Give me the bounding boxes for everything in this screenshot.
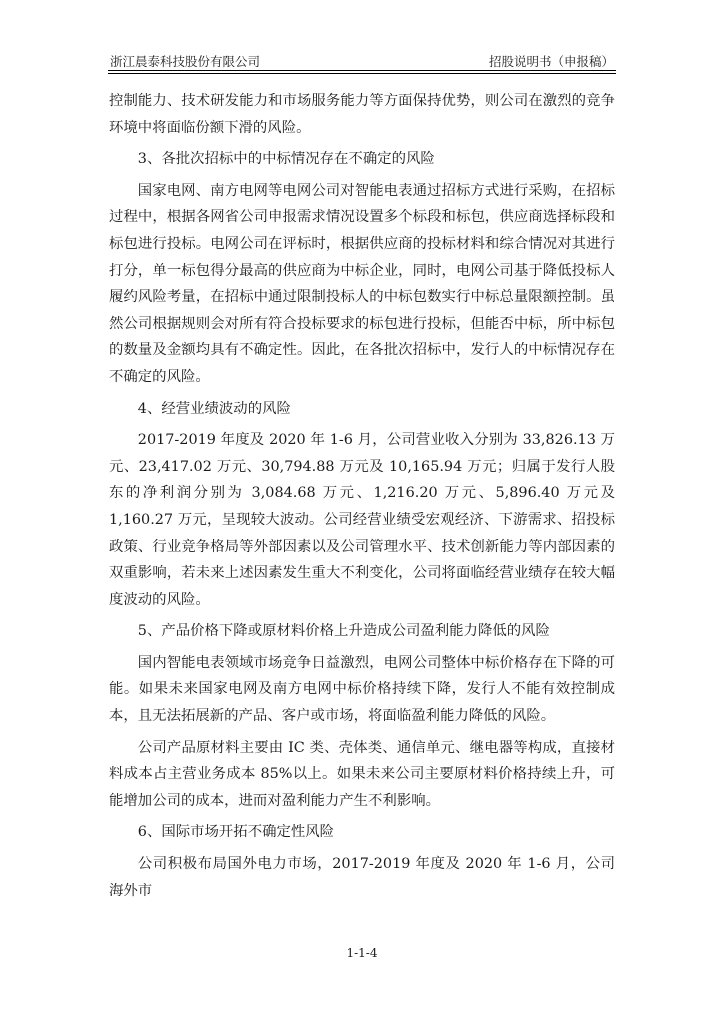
header-company-name: 浙江晨泰科技股份有限公司: [110, 54, 261, 69]
section-heading-6: 6、国际市场开拓不确定性风险: [137, 824, 335, 841]
header-document-title: 招股说明书（申报稿）: [488, 54, 614, 69]
section-heading-4: 4、经营业绩波动的风险: [137, 400, 291, 417]
page-number: 1-1-4: [346, 946, 378, 960]
paragraph-material-cost: 公司产品原材料主要由 IC 类、壳体类、通信单元、继电器等构成，直接材料成本占主营业务成本 85%以上。如果未来公司主要原材料价格持续上升，可能增加公司的成本，进而对盈利能力产生不利影响。: [109, 739, 615, 809]
document-body: [109, 88, 615, 909]
paragraph-international-market: 公司积极布局国外电力市场，2017-2019 年度及 2020 年 1-6 月，公司海外市: [109, 856, 615, 899]
paragraph-performance-risk: 2017-2019 年度及 2020 年 1-6 月，公司营业收入分别为 33,826.13 万元、23,417.02 万元、30,794.88 万元及 10,165.94 万元；归属于发行人股东的净利润分别为 3,084.68 万元、1,216.20 万元、5,896.40 万元及 1,160.27 万元，呈现较大波动。公司经营业绩受宏观经济、下游需求、招投标政策、行业竞争格局等外部因素以及公司管理水平、技术创新能力等内部因素的双重影响，若未来上述因素发生重大不利变化，公司将面临经营业绩存在较大幅度波动的风险。: [109, 432, 615, 608]
section-heading-5: 5、产品价格下降或原材料价格上升造成公司盈利能力降低的风险: [137, 623, 550, 640]
paragraph-continued: 控制能力、技术研发能力和市场服务能力等方面保持优势，则公司在激烈的竞争环境中将面临份额下滑的风险。: [109, 93, 615, 136]
header-divider: [108, 70, 616, 74]
section-heading-3: 3、各批次招标中的中标情况存在不确定的风险: [137, 151, 435, 168]
paragraph-price-risk: 国内智能电表领域市场竞争日益激烈，电网公司整体中标价格存在下降的可能。如果未来国家电网及南方电网中标价格持续下降，发行人不能有效控制成本，且无法拓展新的产品、客户或市场，将面临盈利能力降低的风险。: [109, 654, 615, 725]
paragraph-bidding-risk: 国家电网、南方电网等电网公司对智能电表通过招标方式进行采购，在招标过程中，根据各网省公司申报需求情况设置多个标段和标包，供应商选择标段和标包进行投标。电网公司在评标时，根据供应商的投标材料和综合情况对其进行打分，单一标包得分最高的供应商为中标企业，同时，电网公司基于降低投标人履约风险考量，在招标中通过限制投标人的中标包数实行中标总量限额控制。虽然公司根据规则会对所有符合投标要求的标包进行投标，但能否中标，所中标包的数量及金额均具有不确定性。因此，在各批次招标中，发行人的中标情况存在不确定的风险。: [109, 182, 615, 385]
